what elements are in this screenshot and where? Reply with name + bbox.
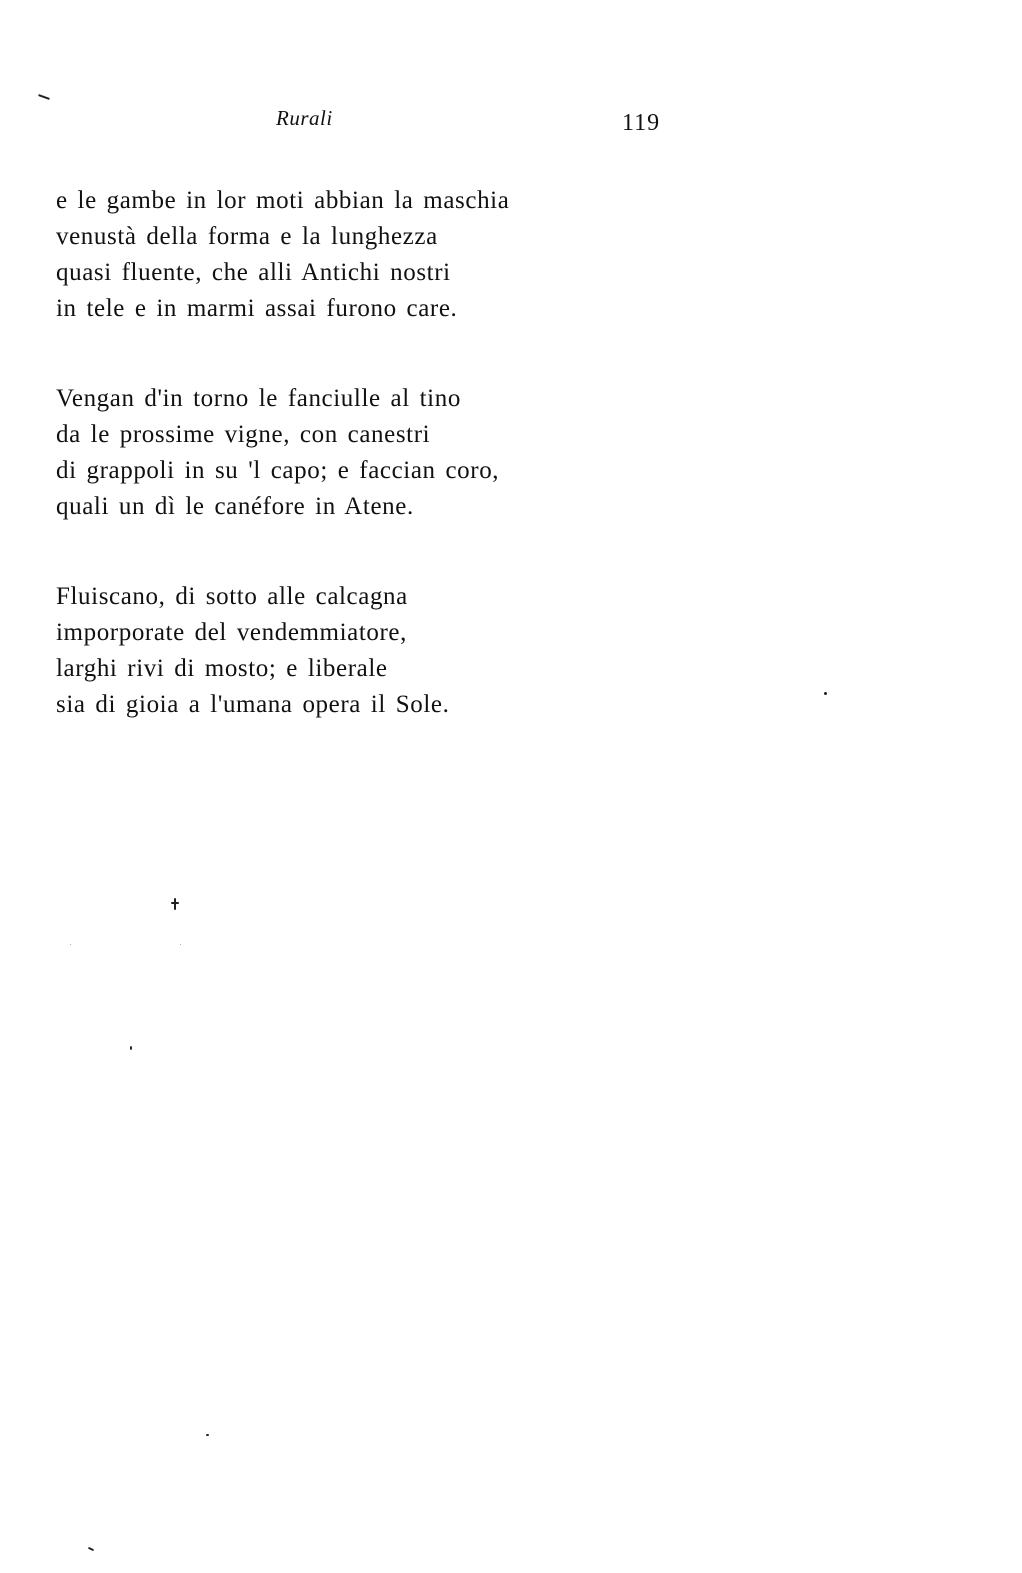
running-title: Rurali xyxy=(276,106,333,130)
stanza-2 xyxy=(56,381,596,525)
page-number: 119 xyxy=(622,110,661,136)
verse-line: sia di gioia a l'umana opera il Sole. xyxy=(56,691,450,718)
verse-line: quasi fluente, che alli Antichi nostri xyxy=(56,259,451,286)
verse-line: Fluiscano, di sotto alle calcagna xyxy=(56,583,408,610)
verse-line: in tele e in marmi assai furono care. xyxy=(56,295,458,322)
verse-line: quali un dì le canéfore in Atene. xyxy=(56,493,414,520)
verse-line: Vengan d'in torno le fanciulle al tino xyxy=(56,385,461,412)
scan-speck xyxy=(206,1434,209,1436)
stanza-1 xyxy=(56,183,596,327)
scan-speck xyxy=(171,902,179,904)
verse-line: venustà della forma e la lunghezza xyxy=(56,223,438,250)
poem xyxy=(56,183,596,777)
scan-speck xyxy=(130,1046,132,1050)
scan-speck xyxy=(38,94,50,100)
verse-line: larghi rivi di mosto; e liberale xyxy=(56,655,388,682)
verse-line: da le prossime vigne, con canestri xyxy=(56,421,431,448)
verse-line: e le gambe in lor moti abbian la maschia xyxy=(56,187,510,214)
verse-line: di grappoli in su 'l capo; e faccian coro, xyxy=(56,457,500,484)
scan-speck xyxy=(70,944,71,945)
scan-speck xyxy=(824,692,827,695)
scan-speck xyxy=(88,1547,94,1551)
stanza-3 xyxy=(56,579,596,723)
verse-line: imporporate del vendemmiatore, xyxy=(56,619,407,646)
scan-speck xyxy=(180,944,181,945)
scan-speck xyxy=(174,898,176,910)
